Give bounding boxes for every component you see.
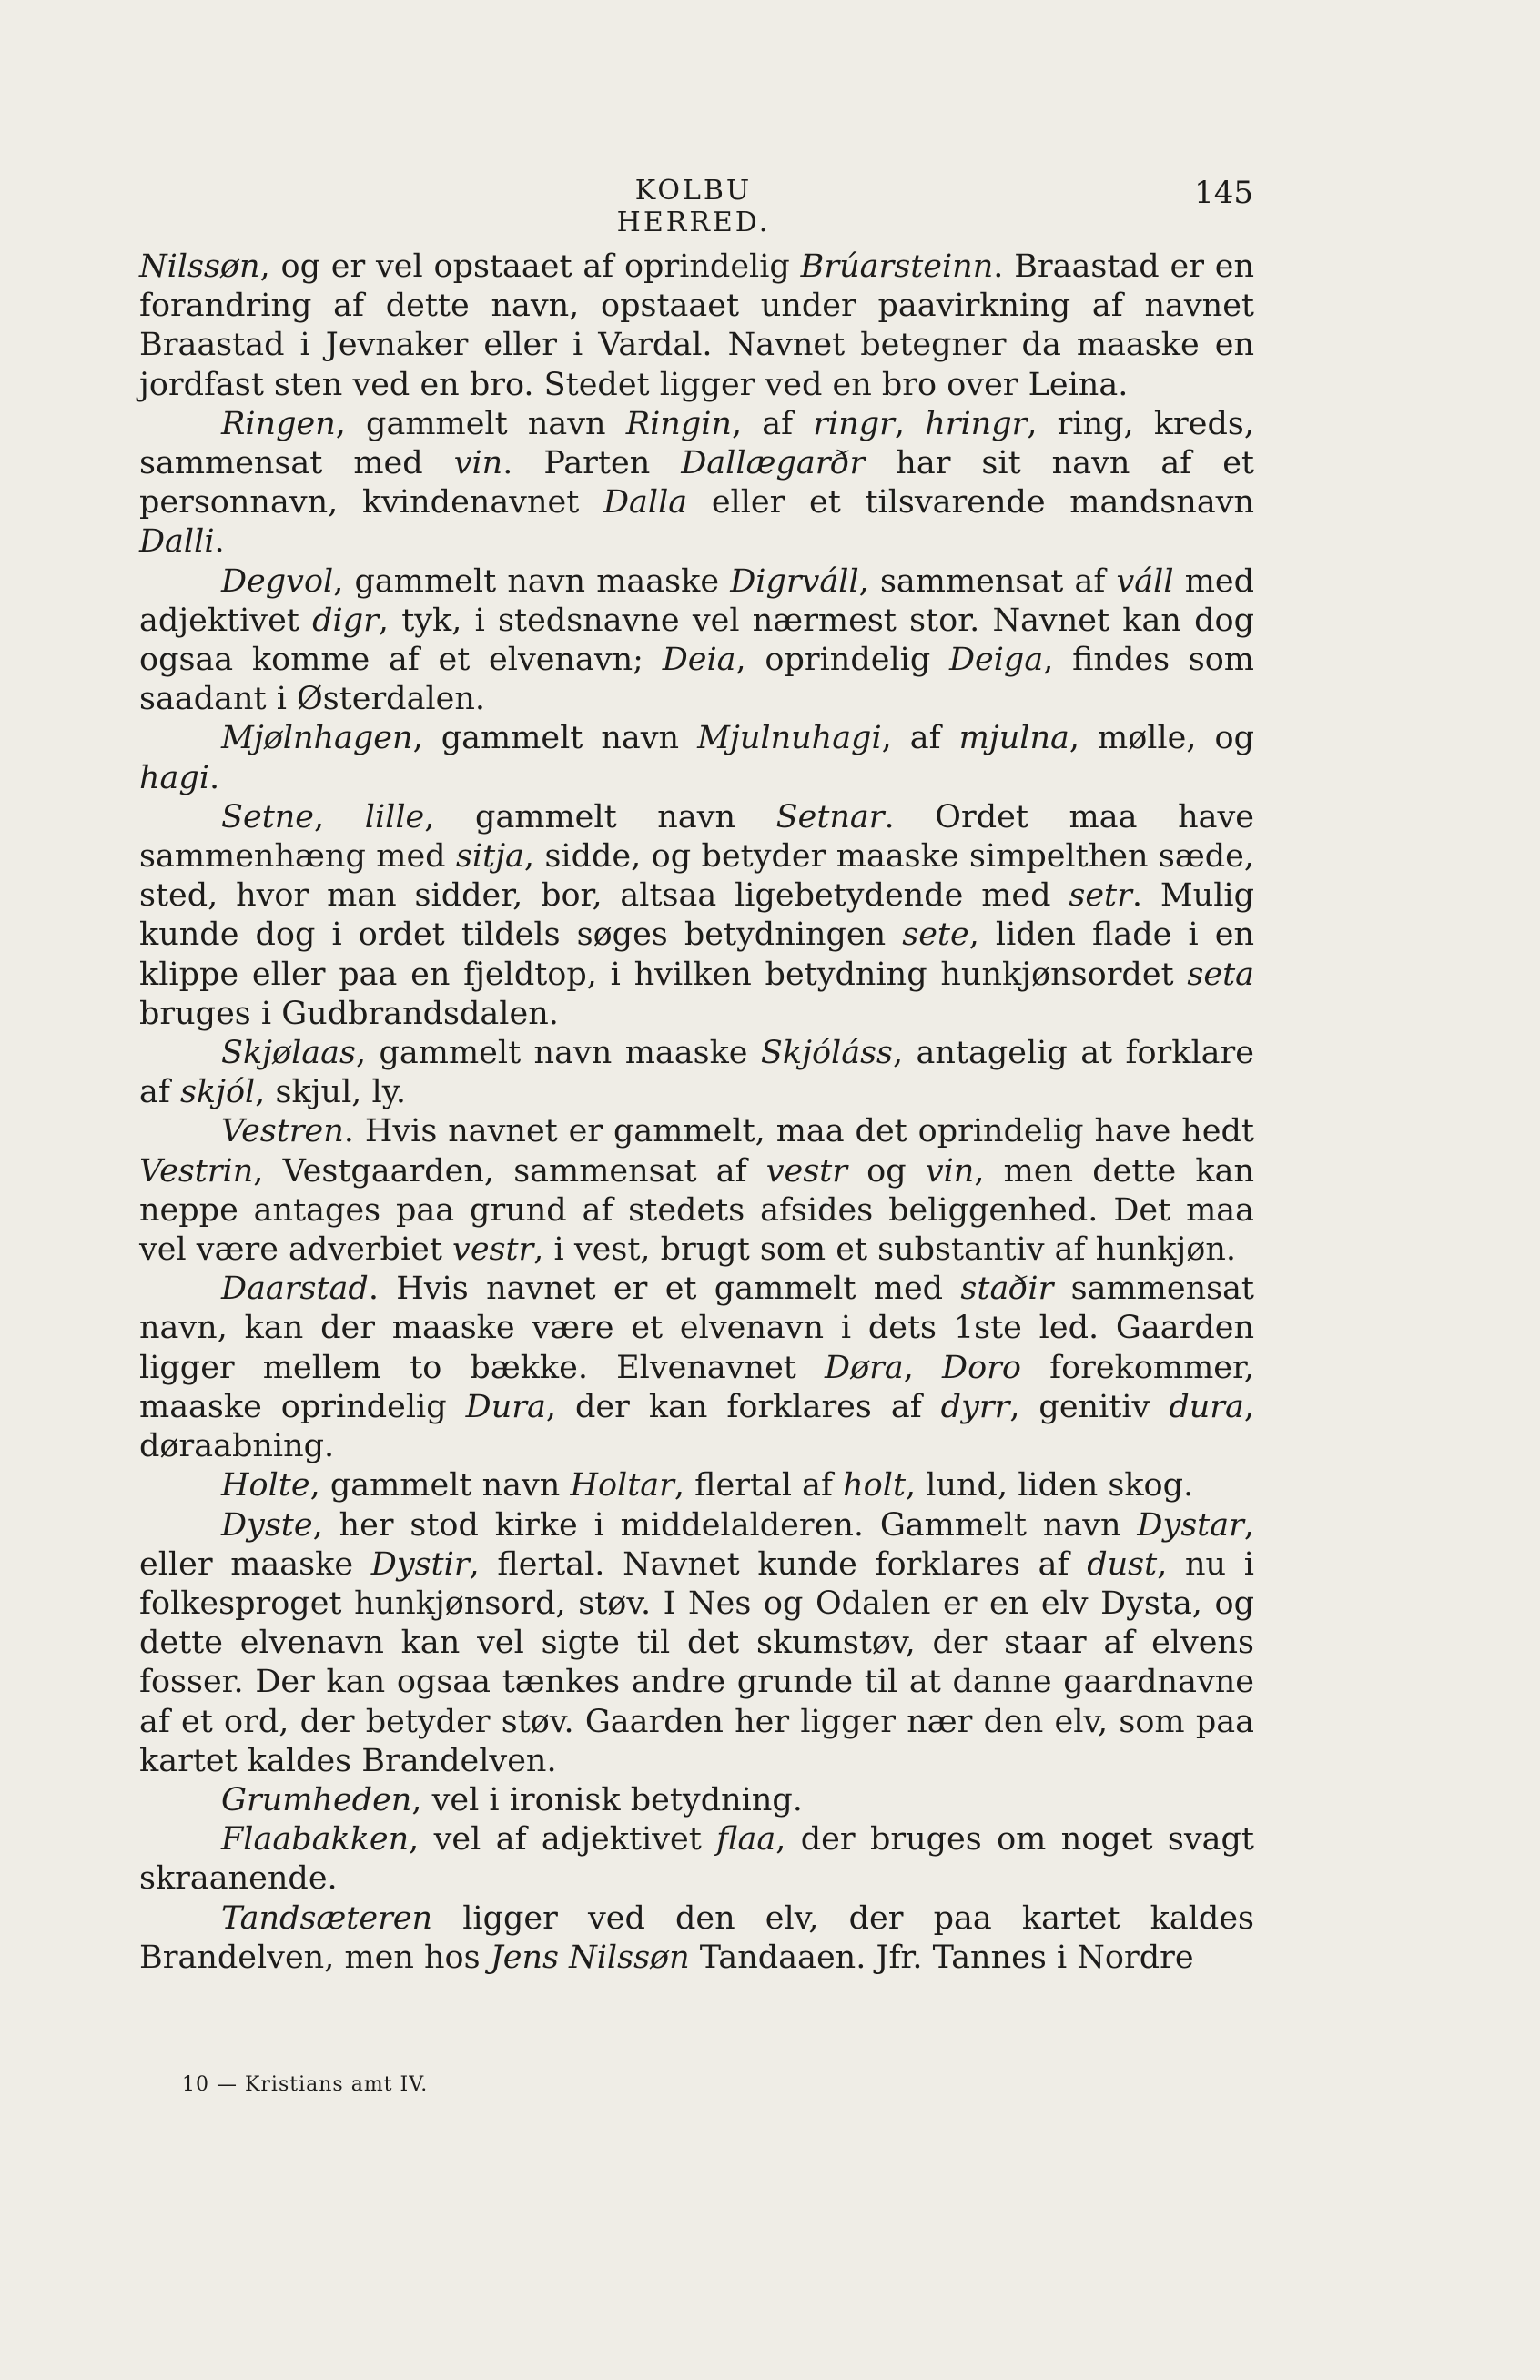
- page-number: 145: [1194, 175, 1253, 211]
- text-run: , antagelig at forklare af: [139, 1035, 1254, 1111]
- italic-term: Vestrin: [139, 1152, 254, 1190]
- text-run: , gammelt navn: [412, 720, 698, 757]
- italic-term: holt: [843, 1467, 907, 1504]
- italic-term: Mjølnhagen: [221, 720, 413, 757]
- text-run: . Hvis navnet er gammelt, maa det oprindelig have hedt: [343, 1113, 1254, 1150]
- italic-term: sitja: [455, 838, 524, 876]
- text-run: bruges i Gudbrandsdalen.: [139, 995, 559, 1032]
- text-run: . Braastad er en forandring af dette navn, opstaaet under paavirkning af navnet Braastad i Jevnaker eller i Vardal. Navnet betegner da maaske en jordfast sten ved en bro. Stedet ligger ved en bro over Leina.: [139, 248, 1255, 403]
- italic-term: Dalli: [139, 523, 215, 561]
- italic-term: Deiga: [948, 642, 1044, 679]
- paragraph: [139, 719, 1254, 797]
- italic-term: dust: [1087, 1545, 1158, 1583]
- italic-term: ringr: [813, 405, 895, 442]
- text-run: , sidde, og betyder maaske simpelthen sæde, sted, hvor man sidder, bor, altsaa ligebetydende med: [139, 838, 1254, 915]
- italic-term: Holtar: [570, 1467, 674, 1504]
- italic-term: Skjølaas: [221, 1035, 356, 1072]
- italic-term: Setnar: [775, 798, 885, 836]
- text-run: , Vestgaarden, sammensat af: [253, 1152, 766, 1190]
- italic-term: Deia: [662, 642, 736, 679]
- italic-term: Jens Nilssøn: [490, 1939, 690, 1976]
- paragraph: [139, 1270, 1254, 1466]
- italic-term: Ringin: [625, 405, 732, 442]
- text-run: , gammelt navn maaske: [333, 562, 731, 600]
- italic-term: staðir: [960, 1271, 1054, 1308]
- running-title: KOLBU HERRED.: [616, 175, 771, 238]
- text-run: , der bruges om noget svagt skraanende.: [139, 1821, 1254, 1898]
- italic-term: flaa: [716, 1821, 776, 1858]
- italic-term: vin: [925, 1152, 975, 1190]
- text-run: eller et tilsvarende mandsnavn: [687, 484, 1254, 522]
- text-run: , gammelt navn: [309, 1467, 571, 1504]
- text-run: har sit navn af et personnavn, kvindenavnet: [139, 445, 1254, 522]
- italic-term: váll: [1116, 562, 1174, 600]
- italic-term: Dura: [465, 1388, 546, 1425]
- paragraph: [139, 405, 1254, 562]
- text-run: .: [209, 759, 220, 796]
- text-run: , der kan forklares af: [545, 1388, 941, 1425]
- text-run: , liden flade i en klippe eller paa en fjeldtop, i hvilken betydning hunkjønsordet: [139, 917, 1254, 993]
- italic-term: Digrváll: [730, 562, 859, 600]
- text-run: , sammensat af: [858, 562, 1117, 600]
- text-run: , af: [731, 405, 814, 442]
- italic-term: hringr: [925, 405, 1028, 442]
- italic-term: vestr: [452, 1231, 534, 1269]
- text-run: , vel i ironisk betydning.: [411, 1781, 803, 1818]
- text-run: .: [214, 523, 225, 561]
- italic-term: digr: [312, 602, 379, 639]
- italic-term: Mjulnuhagi: [697, 720, 882, 757]
- text-run: , gammelt navn maaske: [356, 1035, 761, 1072]
- paragraph: [139, 562, 1254, 720]
- paragraph: [139, 1112, 1254, 1270]
- text-run: , oprindelig: [735, 642, 949, 679]
- text-run: forekommer, maaske oprindelig: [139, 1349, 1254, 1425]
- italic-term: Degvol: [221, 562, 334, 600]
- italic-term: Grumheden: [221, 1781, 412, 1818]
- text-run: , gammelt navn: [424, 798, 776, 836]
- text-run: , eller maaske: [139, 1506, 1254, 1583]
- text-run: ,: [903, 1349, 943, 1386]
- text-run: , findes som saadant i Østerdalen.: [139, 642, 1254, 718]
- italic-term: Ringen: [221, 405, 336, 442]
- text-run: , nu i folkesproget hunkjønsord, støv. I Nes og Odalen er en elv Dysta, og dette elvenavn kan vel sigte til det skumstøv, der staar af elvens fosser. Der kan ogsaa tænkes andre grunde til at danne gaardnavne af et ord, der betyder støv. Gaarden her ligger nær den elv, som paa kartet kaldes Brandelven.: [139, 1545, 1254, 1779]
- text-run: , ring, kreds, sammensat med: [139, 405, 1254, 482]
- italic-term: Tandsæteren: [221, 1899, 433, 1937]
- italic-term: Dystar: [1137, 1506, 1244, 1544]
- text-run: . Parten: [502, 445, 682, 482]
- italic-term: Flaabakken: [221, 1821, 410, 1858]
- text-run: , gammelt navn: [335, 405, 626, 442]
- italic-term: sete: [902, 917, 969, 954]
- text-run: , her stod kirke i middelalderen. Gammelt navn: [312, 1506, 1138, 1544]
- paragraph: [139, 798, 1254, 1034]
- text-run: sammensat navn, kan der maaske være et elvenavn i dets 1ste led. Gaarden ligger mellem to bække. Elvenavnet: [139, 1271, 1255, 1386]
- text-run: . Ordet maa have sammenhæng med: [139, 798, 1254, 876]
- text-run: , skjul, ly.: [255, 1074, 406, 1111]
- italic-term: seta: [1187, 956, 1254, 993]
- italic-term: setr: [1069, 877, 1132, 915]
- text-run: , mølle, og: [1069, 720, 1255, 757]
- paragraph: [139, 1466, 1254, 1505]
- text-run: Tandaaen. Jfr. Tannes i Nordre: [689, 1939, 1194, 1976]
- italic-term: Døra: [825, 1349, 904, 1386]
- text-run: ,: [314, 798, 365, 836]
- text-run: , døraabning.: [139, 1388, 1254, 1465]
- italic-term: Dalla: [603, 484, 688, 522]
- italic-term: Setne: [221, 798, 315, 836]
- text-run: , tyk, i stedsnavne vel nærmest stor. Navnet kan dog ogsaa komme af et elvenavn;: [139, 602, 1255, 679]
- italic-term: dyrr: [940, 1388, 1010, 1425]
- text-run: , flertal af: [674, 1467, 844, 1504]
- italic-term: dura: [1169, 1388, 1244, 1425]
- italic-term: Vestren: [221, 1113, 344, 1150]
- italic-term: mjulna: [958, 720, 1069, 757]
- italic-term: Daarstad: [221, 1271, 369, 1308]
- italic-term: Doro: [942, 1349, 1021, 1386]
- running-header: [0, 175, 1540, 238]
- body-text: [139, 248, 1254, 1978]
- paragraph: [139, 1781, 1254, 1820]
- text-run: , og er vel opstaaet af oprindelig: [259, 248, 801, 285]
- paragraph: [139, 1034, 1254, 1112]
- text-run: , vel af adjektivet: [409, 1821, 717, 1858]
- italic-term: lille: [364, 798, 425, 836]
- text-run: ligger ved den elv, der paa kartet kaldes Brandelven, men hos: [139, 1899, 1254, 1976]
- italic-term: Skjóláss: [760, 1035, 893, 1072]
- text-run: , af: [881, 720, 959, 757]
- text-run: , flertal. Navnet kunde forklares af: [469, 1545, 1088, 1583]
- paragraph: [139, 248, 1254, 405]
- text-run: med adjektivet: [139, 562, 1254, 639]
- text-run: ,: [894, 405, 926, 442]
- italic-term: skjól: [179, 1074, 256, 1111]
- paragraph: [139, 1506, 1254, 1781]
- text-run: , genitiv: [1009, 1388, 1170, 1425]
- italic-term: Dystir: [370, 1545, 470, 1583]
- italic-term: Dallægarðr: [681, 445, 866, 482]
- text-run: . Mulig kunde dog i ordet tildels søges betydningen: [139, 877, 1254, 954]
- text-run: , men dette kan neppe antages paa grund af stedets afsides beliggenhed. Det maa vel være adverbiet: [139, 1152, 1254, 1269]
- text-run: , i vest, brugt som et substantiv af hunkjøn.: [533, 1231, 1237, 1269]
- italic-term: Dyste: [221, 1506, 313, 1544]
- italic-term: Holte: [221, 1467, 310, 1504]
- footer-signature: 10 — Kristians amt IV.: [182, 2073, 429, 2096]
- italic-term: Brúarsteinn: [800, 248, 994, 285]
- text-run: og: [846, 1152, 926, 1190]
- italic-term: Nilssøn: [139, 248, 260, 285]
- paragraph: [139, 1899, 1254, 1978]
- italic-term: hagi: [139, 759, 210, 796]
- text-run: , lund, liden skog.: [906, 1467, 1194, 1504]
- paragraph: [139, 1820, 1254, 1899]
- text-run: . Hvis navnet er et gammelt med: [368, 1271, 961, 1308]
- italic-term: vestr: [765, 1152, 847, 1190]
- italic-term: vin: [453, 445, 503, 482]
